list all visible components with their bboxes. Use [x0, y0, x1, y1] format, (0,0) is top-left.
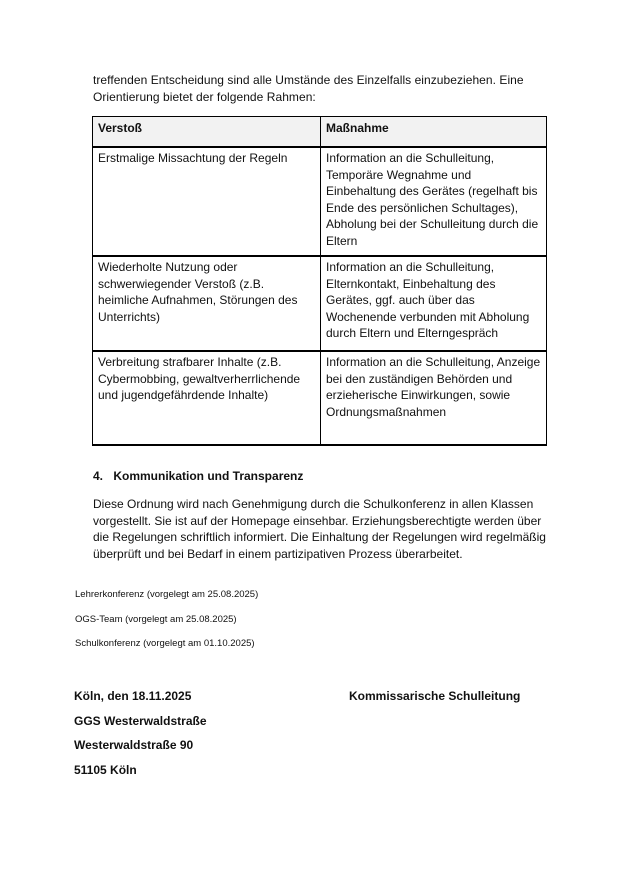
- section-number: 4.: [93, 469, 104, 483]
- violation-cell: Erstmalige Missachtung der Regeln: [93, 147, 321, 256]
- section-title: Kommunikation und Transparenz: [113, 469, 304, 483]
- approval-item: OGS-Team (vorgelegt am 25.08.2025): [75, 613, 237, 625]
- violation-cell: Verbreitung strafbarer Inhalte (z.B. Cybermobbing, gewaltverherrlichende und jugendgefährdende Inhalte): [93, 351, 321, 445]
- violation-cell: Wiederholte Nutzung oder schwerwiegender Verstoß (z.B. heimliche Aufnahmen, Störungen des Unterrichts): [93, 256, 321, 351]
- approval-item: Schulkonferenz (vorgelegt am 01.10.2025): [75, 638, 255, 649]
- table-row: [93, 256, 547, 351]
- section-body: Diese Ordnung wird nach Genehmigung durch die Schulkonferenz in allen Klassen vorgestellt. Sie ist auf der Homepage einsehbar. Erziehungsberechtigte werden über die Regelungen schriftlich informiert. Die Einhaltung der Regelungen wird regelmäßig überprüft und bei Bedarf in einem partizipativen Prozess überarbeitet.: [93, 497, 546, 561]
- measure-cell: Information an die Schulleitung, Elternkontakt, Einbehaltung des Gerätes, ggf. auch über das Wochenende verbunden mit Abholung durch Eltern und Elterngespräch: [321, 256, 547, 351]
- street-address: Westerwaldstraße 90: [74, 738, 194, 752]
- header-violation: Verstoß: [93, 117, 321, 148]
- section-heading: [93, 469, 303, 483]
- school-name: GGS Westerwaldstraße: [74, 713, 207, 728]
- intro-paragraph: treffenden Entscheidung sind alle Umstände des Einzelfalls einzubeziehen. Eine Orientierung bietet der folgende Rahmen:: [93, 73, 524, 104]
- header-measure: Maßnahme: [321, 117, 547, 148]
- measure-cell: Information an die Schulleitung, Temporäre Wegnahme und Einbehaltung des Gerätes (regelhaft bis Ende des persönlichen Schultages), Abholung bei der Schulleitung durch die Eltern: [321, 147, 547, 256]
- violations-measures-table: [92, 116, 547, 446]
- signature-block: [74, 689, 207, 787]
- approval-item: Lehrerkonferenz (vorgelegt am 25.08.2025): [75, 589, 259, 600]
- measure-cell: Information an die Schulleitung, Anzeige bei den zuständigen Behörden und erzieherische Einwirkungen, sowie Ordnungsmaßnahmen: [321, 351, 547, 445]
- signature-role: Kommissarische Schulleitung: [349, 689, 521, 703]
- approvals-list: [75, 589, 258, 663]
- place-date: Köln, den 18.11.2025: [74, 689, 192, 703]
- table-header-row: [93, 117, 547, 148]
- table-row: [93, 351, 547, 445]
- city: 51105 Köln: [74, 762, 137, 777]
- table-row: [93, 147, 547, 256]
